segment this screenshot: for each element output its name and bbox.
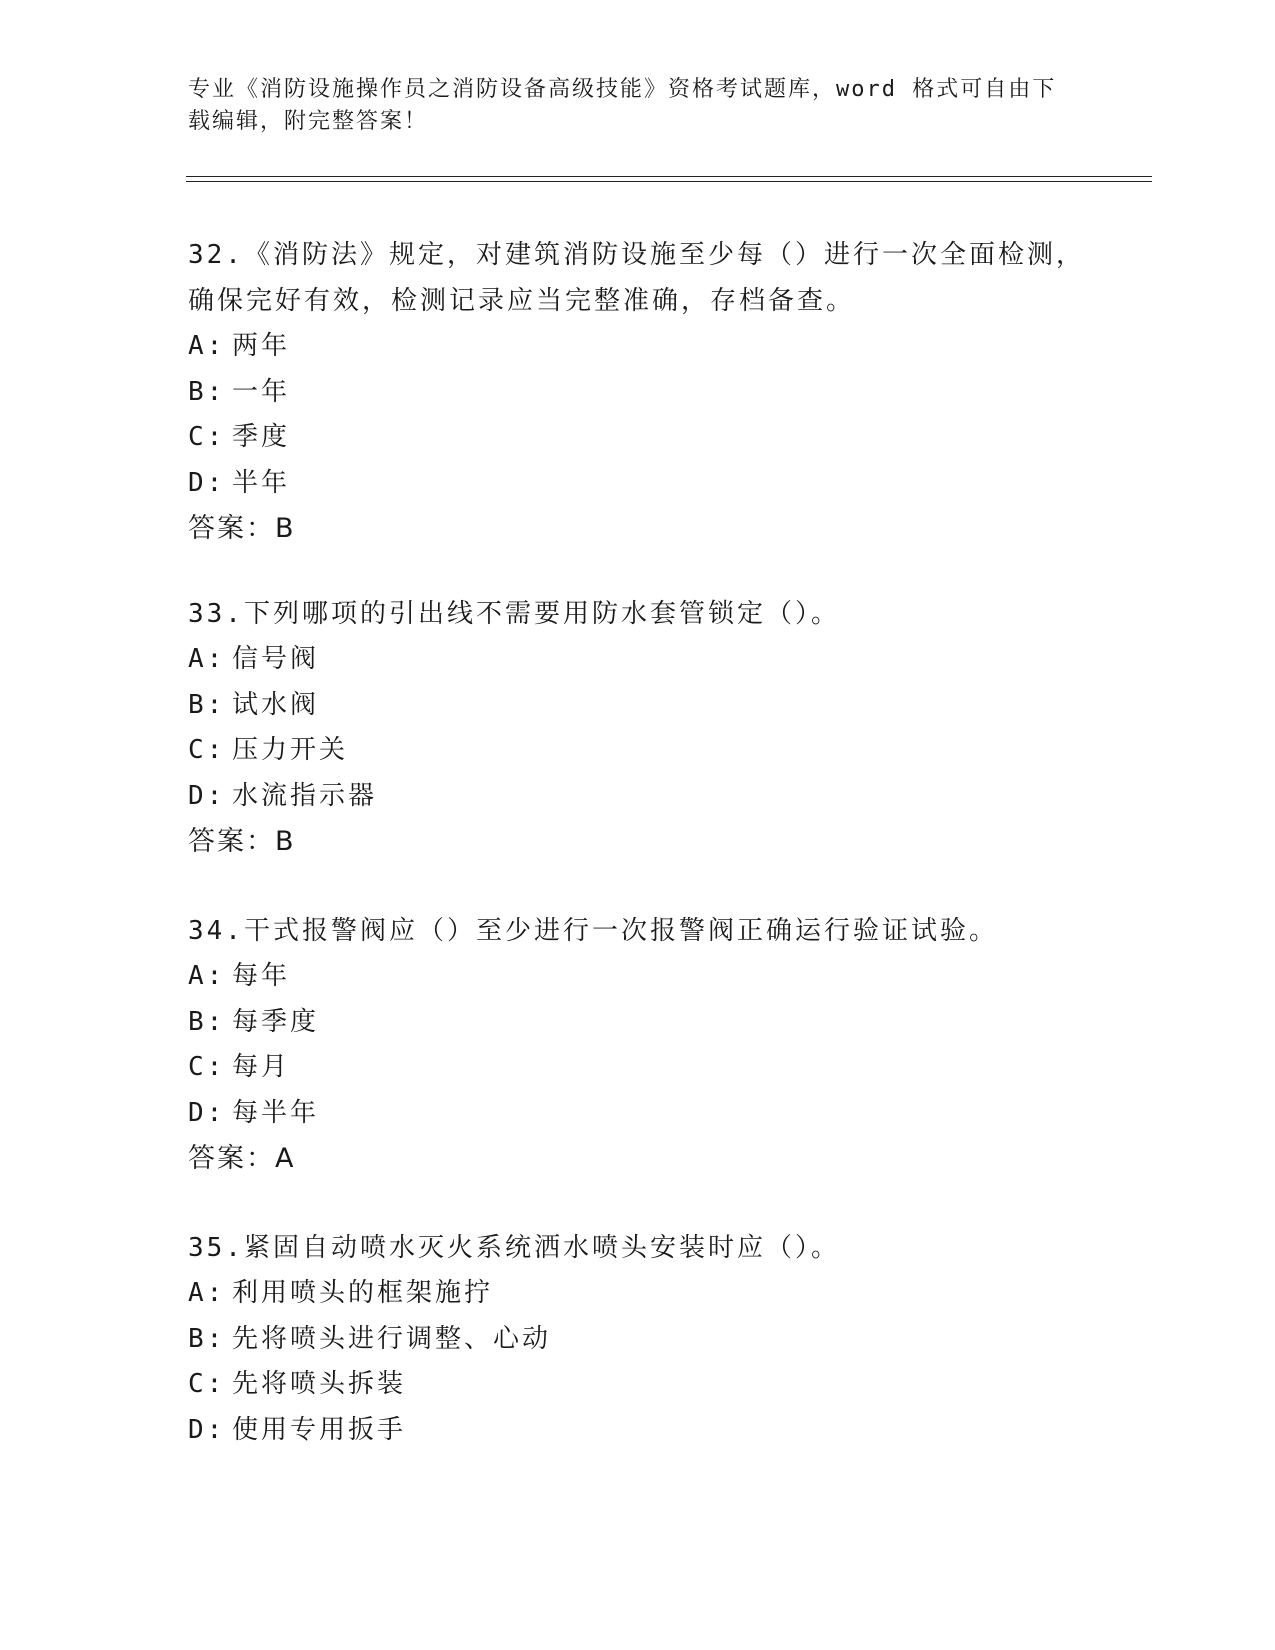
- option-letter: C:: [188, 422, 226, 452]
- option-d: [188, 461, 1108, 507]
- question-stem: 32.《消防法》规定，对建筑消防设施至少每（）进行一次全面检测，: [188, 240, 1085, 270]
- option-text: 半年: [232, 467, 291, 498]
- option-text: 试水阀: [232, 689, 320, 720]
- option-text: 水流指示器: [232, 780, 378, 811]
- question-33: [188, 591, 1108, 865]
- question-35: [188, 1225, 1108, 1453]
- question-stem: 34.干式报警阀应（）至少进行一次报警阀正确运行验证试验。: [188, 916, 998, 946]
- option-text: 每半年: [232, 1097, 320, 1128]
- header-divider-bottom: [186, 181, 1152, 182]
- option-c: [188, 415, 1108, 461]
- option-c: [188, 1362, 1108, 1408]
- option-a: [188, 637, 1108, 683]
- option-text: 使用专用扳手: [232, 1414, 407, 1445]
- option-b: [188, 370, 1108, 416]
- header-divider-top: [186, 176, 1152, 177]
- option-d: [188, 1408, 1108, 1454]
- option-b: [188, 1000, 1108, 1046]
- option-text: 季度: [232, 422, 291, 452]
- answer-line: 答案：B: [188, 826, 296, 857]
- option-text: 先将喷头进行调整、心动: [232, 1323, 552, 1354]
- question-stem: 33.下列哪项的引出线不需要用防水套管锁定（）。: [188, 599, 840, 629]
- option-letter: C:: [188, 735, 226, 765]
- option-text: 每年: [232, 961, 291, 991]
- option-letter: D:: [188, 467, 226, 498]
- option-text: 两年: [232, 331, 291, 361]
- option-c: [188, 1045, 1108, 1091]
- option-letter: A:: [188, 961, 226, 991]
- header-line-2: 载编辑，附完整答案！: [188, 109, 429, 134]
- option-c: [188, 728, 1108, 774]
- option-letter: D:: [188, 780, 226, 811]
- option-a: [188, 1271, 1108, 1317]
- document-header: [188, 74, 1068, 138]
- question-stem: 35.紧固自动喷水灭火系统洒水喷头安装时应（）。: [188, 1233, 840, 1263]
- option-b: [188, 683, 1108, 729]
- option-letter: B:: [188, 689, 226, 720]
- option-letter: B:: [188, 1006, 226, 1037]
- option-text: 每季度: [232, 1006, 320, 1037]
- option-d: [188, 1091, 1108, 1137]
- option-d: [188, 774, 1108, 820]
- answer-line: 答案：A: [188, 1143, 296, 1174]
- question-34: [188, 908, 1108, 1182]
- option-letter: A:: [188, 331, 226, 361]
- question-stem-continued: 确保完好有效，检测记录应当完整准确，存档备查。: [188, 286, 856, 316]
- option-letter: A:: [188, 1278, 226, 1308]
- question-32: [188, 232, 1108, 552]
- option-letter: D:: [188, 1414, 226, 1445]
- option-text: 每月: [232, 1052, 291, 1082]
- option-letter: B:: [188, 376, 226, 407]
- option-letter: C:: [188, 1369, 226, 1399]
- option-text: 一年: [232, 376, 291, 407]
- option-letter: B:: [188, 1323, 226, 1354]
- option-letter: A:: [188, 644, 226, 674]
- option-a: [188, 954, 1108, 1000]
- option-letter: C:: [188, 1052, 226, 1082]
- option-b: [188, 1317, 1108, 1363]
- option-text: 先将喷头拆装: [232, 1369, 407, 1399]
- option-text: 利用喷头的框架施拧: [232, 1278, 494, 1308]
- option-text: 压力开关: [232, 735, 349, 765]
- option-a: [188, 324, 1108, 370]
- header-line-1: 专业《消防设施操作员之消防设备高级技能》资格考试题库，word 格式可自由下: [188, 77, 1057, 102]
- option-text: 信号阀: [232, 644, 320, 674]
- option-letter: D:: [188, 1097, 226, 1128]
- answer-line: 答案：B: [188, 513, 296, 544]
